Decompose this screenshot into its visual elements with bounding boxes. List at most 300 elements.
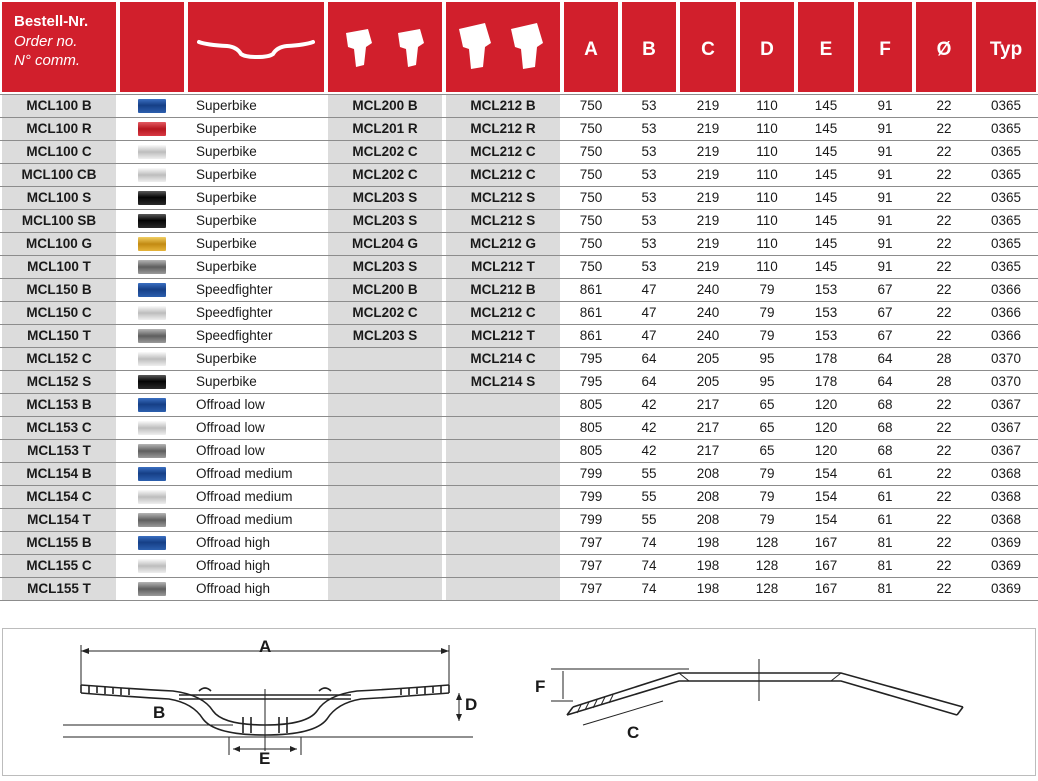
value-b: 74 [641, 535, 657, 550]
value-type: 0368 [990, 512, 1022, 527]
col-type-header: Typ [976, 2, 1036, 92]
value-e: 145 [814, 144, 838, 159]
value-a: 861 [579, 282, 603, 297]
bar-type: Superbike [196, 236, 257, 251]
clamp-large-code: MCL212 G [446, 233, 560, 255]
value-diameter: 22 [936, 535, 952, 550]
value-d: 65 [759, 420, 775, 435]
dim-label-e: E [259, 749, 271, 768]
color-swatch [138, 352, 166, 366]
table-row [0, 463, 1038, 485]
value-e: 145 [814, 121, 838, 136]
dim-label-f: F [535, 677, 546, 696]
value-diameter: 22 [936, 443, 952, 458]
value-b: 53 [641, 259, 657, 274]
value-e: 120 [814, 397, 838, 412]
bar-type: Offroad high [196, 581, 271, 596]
value-type: 0370 [990, 351, 1022, 366]
clamp-large-code: MCL212 S [446, 210, 560, 232]
value-a: 750 [579, 236, 603, 251]
col-c-header: C [680, 2, 736, 92]
dim-label-d: D [465, 695, 478, 714]
value-a: 795 [579, 374, 603, 389]
value-e: 154 [814, 512, 838, 527]
value-e: 120 [814, 420, 838, 435]
color-swatch-cell [120, 187, 184, 209]
value-e: 154 [814, 466, 838, 481]
order-code: MCL154 T [2, 509, 116, 531]
value-f: 81 [877, 535, 893, 550]
value-type: 0367 [990, 443, 1022, 458]
dimension-diagram [2, 628, 1036, 776]
value-b: 53 [641, 144, 657, 159]
order-code: MCL150 C [2, 302, 116, 324]
value-c: 240 [696, 328, 720, 343]
value-e: 145 [814, 259, 838, 274]
clamp-small-code [328, 555, 442, 577]
color-swatch-cell [120, 532, 184, 554]
order-code: MCL155 B [2, 532, 116, 554]
color-swatch-cell [120, 578, 184, 600]
value-c: 219 [696, 144, 720, 159]
value-c: 198 [696, 581, 720, 596]
row-divider [0, 94, 1038, 95]
value-d: 110 [756, 98, 778, 113]
color-swatch-cell [120, 394, 184, 416]
value-d: 110 [756, 259, 778, 274]
clamp-large-code [446, 578, 560, 600]
color-swatch-cell [120, 486, 184, 508]
order-code: MCL100 T [2, 256, 116, 278]
value-d: 79 [759, 512, 775, 527]
value-b: 74 [641, 581, 657, 596]
value-d: 110 [756, 121, 778, 136]
bar-type: Offroad high [196, 558, 271, 573]
color-swatch-cell [120, 463, 184, 485]
value-type: 0365 [990, 121, 1022, 136]
value-a: 750 [579, 213, 603, 228]
clamp-large-code: MCL212 R [446, 118, 560, 140]
table-row [0, 118, 1038, 140]
value-a: 797 [579, 581, 603, 596]
value-d: 95 [759, 351, 775, 366]
table-row [0, 417, 1038, 439]
clamp-small-code: MCL202 C [328, 302, 442, 324]
table-row [0, 256, 1038, 278]
order-code: MCL100 B [2, 95, 116, 117]
clamp-small-code [328, 371, 442, 393]
table-row [0, 440, 1038, 462]
value-d: 128 [755, 581, 779, 596]
value-c: 198 [696, 558, 720, 573]
value-e: 153 [814, 328, 838, 343]
table-row [0, 95, 1038, 117]
bar-type: Offroad high [196, 535, 271, 550]
table-row [0, 486, 1038, 508]
table-row [0, 302, 1038, 324]
clamp-large-code: MCL212 C [446, 164, 560, 186]
value-type: 0365 [990, 190, 1022, 205]
color-swatch [138, 260, 166, 274]
table-row [0, 325, 1038, 347]
bar-type: Offroad low [196, 397, 265, 412]
clamp-small-code: MCL200 B [328, 279, 442, 301]
value-a: 750 [579, 98, 603, 113]
color-swatch [138, 122, 166, 136]
order-code: MCL153 B [2, 394, 116, 416]
clamp-small-code: MCL203 S [328, 256, 442, 278]
clamp-small-code [328, 440, 442, 462]
value-f: 68 [877, 420, 893, 435]
table-row [0, 279, 1038, 301]
order-fr: N° comm. [14, 52, 80, 69]
color-swatch [138, 99, 166, 113]
table-row [0, 141, 1038, 163]
value-e: 178 [814, 374, 838, 389]
order-de: Bestell-Nr. [14, 13, 89, 30]
value-diameter: 22 [936, 213, 952, 228]
value-b: 47 [641, 305, 657, 320]
color-swatch-cell [120, 141, 184, 163]
bar-type: Offroad medium [196, 512, 293, 527]
value-c: 208 [696, 489, 720, 504]
color-swatch [138, 398, 166, 412]
value-diameter: 22 [936, 581, 952, 596]
clamp-large-icon [455, 17, 551, 77]
dim-label-a: A [259, 637, 272, 656]
value-diameter: 28 [936, 351, 952, 366]
value-c: 219 [696, 259, 720, 274]
col-e-header: E [798, 2, 854, 92]
value-a: 861 [579, 305, 603, 320]
clamp-large-code [446, 509, 560, 531]
bar-type: Superbike [196, 121, 257, 136]
order-en: Order no. [14, 33, 78, 50]
clamp-large-code: MCL212 B [446, 279, 560, 301]
value-a: 750 [579, 167, 603, 182]
order-code: MCL150 B [2, 279, 116, 301]
value-b: 55 [641, 489, 657, 504]
clamp-small-code: MCL201 R [328, 118, 442, 140]
color-swatch [138, 582, 166, 596]
value-d: 95 [759, 374, 775, 389]
value-f: 68 [877, 397, 893, 412]
value-e: 120 [814, 443, 838, 458]
value-type: 0368 [990, 466, 1022, 481]
value-type: 0365 [990, 213, 1022, 228]
value-c: 205 [696, 351, 720, 366]
color-swatch-cell [120, 371, 184, 393]
table-row [0, 233, 1038, 255]
value-e: 167 [814, 558, 838, 573]
value-c: 205 [696, 374, 720, 389]
dim-label-b: B [153, 703, 166, 722]
table-row [0, 371, 1038, 393]
order-code: MCL153 T [2, 440, 116, 462]
value-b: 42 [641, 397, 657, 412]
value-a: 799 [579, 466, 603, 481]
value-type: 0368 [990, 489, 1022, 504]
value-d: 128 [755, 558, 779, 573]
value-e: 167 [814, 581, 838, 596]
value-diameter: 22 [936, 466, 952, 481]
value-c: 219 [696, 236, 720, 251]
clamp-small-code [328, 509, 442, 531]
bar-type: Offroad low [196, 420, 265, 435]
clamp-large-code: MCL214 S [446, 371, 560, 393]
value-e: 154 [814, 489, 838, 504]
value-b: 42 [641, 443, 657, 458]
value-f: 67 [877, 282, 893, 297]
value-b: 64 [641, 374, 657, 389]
value-b: 64 [641, 351, 657, 366]
value-f: 64 [877, 351, 893, 366]
value-c: 208 [696, 466, 720, 481]
value-diameter: 22 [936, 282, 952, 297]
table-row [0, 555, 1038, 577]
value-diameter: 22 [936, 236, 952, 251]
value-a: 750 [579, 121, 603, 136]
value-diameter: 22 [936, 328, 952, 343]
value-a: 799 [579, 489, 603, 504]
clamp-small-code: MCL202 C [328, 164, 442, 186]
clamp-small-code: MCL203 S [328, 325, 442, 347]
value-a: 805 [579, 443, 603, 458]
value-c: 219 [696, 121, 720, 136]
value-c: 219 [696, 213, 720, 228]
bar-type: Superbike [196, 144, 257, 159]
value-d: 79 [759, 328, 775, 343]
value-type: 0369 [990, 558, 1022, 573]
order-code: MCL154 C [2, 486, 116, 508]
order-code: MCL152 C [2, 348, 116, 370]
clamp-small-code: MCL204 G [328, 233, 442, 255]
color-swatch-cell [120, 164, 184, 186]
value-type: 0366 [990, 328, 1022, 343]
value-d: 128 [755, 535, 779, 550]
color-swatch-cell [120, 256, 184, 278]
clamp-large-code [446, 555, 560, 577]
value-a: 795 [579, 351, 603, 366]
value-f: 91 [877, 190, 893, 205]
order-code: MCL152 S [2, 371, 116, 393]
value-type: 0366 [990, 282, 1022, 297]
value-e: 145 [814, 167, 838, 182]
color-swatch-cell [120, 302, 184, 324]
color-swatch [138, 421, 166, 435]
handlebar-header [188, 2, 324, 92]
value-b: 53 [641, 213, 657, 228]
color-swatch-cell [120, 233, 184, 255]
order-code: MCL100 S [2, 187, 116, 209]
order-code: MCL100 SB [2, 210, 116, 232]
clamp-large-code: MCL212 T [446, 256, 560, 278]
clamp-small-code [328, 394, 442, 416]
bar-type: Speedfighter [196, 328, 273, 343]
value-c: 208 [696, 512, 720, 527]
value-f: 91 [877, 213, 893, 228]
clamp-large-code: MCL212 T [446, 325, 560, 347]
value-diameter: 22 [936, 420, 952, 435]
bar-type: Superbike [196, 98, 257, 113]
value-f: 91 [877, 167, 893, 182]
order-code: MCL100 G [2, 233, 116, 255]
bar-type: Superbike [196, 167, 257, 182]
color-swatch [138, 214, 166, 228]
value-diameter: 22 [936, 489, 952, 504]
clamp-small-code: MCL202 C [328, 141, 442, 163]
color-swatch [138, 375, 166, 389]
bar-type: Superbike [196, 259, 257, 274]
value-diameter: 22 [936, 305, 952, 320]
table-row [0, 210, 1038, 232]
value-type: 0367 [990, 420, 1022, 435]
value-b: 47 [641, 282, 657, 297]
value-c: 219 [696, 167, 720, 182]
value-a: 861 [579, 328, 603, 343]
order-code: MCL100 R [2, 118, 116, 140]
value-b: 42 [641, 420, 657, 435]
color-swatch-cell [120, 325, 184, 347]
clamp-large-header [446, 2, 560, 92]
clamp-large-code [446, 440, 560, 462]
order-code: MCL150 T [2, 325, 116, 347]
value-e: 153 [814, 282, 838, 297]
clamp-small-header [328, 2, 442, 92]
value-d: 110 [756, 167, 778, 182]
value-a: 750 [579, 259, 603, 274]
value-d: 79 [759, 489, 775, 504]
value-diameter: 22 [936, 98, 952, 113]
value-diameter: 22 [936, 397, 952, 412]
clamp-large-code [446, 486, 560, 508]
bar-type: Offroad medium [196, 466, 293, 481]
value-b: 55 [641, 512, 657, 527]
clamp-small-code: MCL203 S [328, 187, 442, 209]
value-c: 217 [696, 397, 720, 412]
table-row [0, 164, 1038, 186]
value-d: 110 [756, 144, 778, 159]
clamp-large-code [446, 532, 560, 554]
clamp-small-icon [340, 19, 430, 75]
bar-type: Offroad low [196, 443, 265, 458]
clamp-small-code [328, 532, 442, 554]
clamp-large-code [446, 417, 560, 439]
value-d: 79 [759, 466, 775, 481]
color-swatch [138, 306, 166, 320]
order-code: MCL100 C [2, 141, 116, 163]
color-swatch [138, 467, 166, 481]
value-type: 0370 [990, 374, 1022, 389]
table-row [0, 394, 1038, 416]
value-e: 145 [814, 236, 838, 251]
value-b: 53 [641, 121, 657, 136]
value-d: 65 [759, 397, 775, 412]
color-swatch [138, 191, 166, 205]
value-f: 64 [877, 374, 893, 389]
value-f: 61 [877, 512, 893, 527]
clamp-small-code [328, 463, 442, 485]
color-swatch [138, 145, 166, 159]
color-swatch [138, 283, 166, 297]
handlebar-icon [197, 32, 315, 62]
clamp-large-code: MCL212 B [446, 95, 560, 117]
col-b-header: B [622, 2, 676, 92]
clamp-large-code: MCL214 C [446, 348, 560, 370]
table-row [0, 578, 1038, 600]
value-b: 47 [641, 328, 657, 343]
color-swatch-cell [120, 210, 184, 232]
value-e: 153 [814, 305, 838, 320]
bar-type: Speedfighter [196, 305, 273, 320]
color-swatch-cell [120, 95, 184, 117]
value-f: 67 [877, 305, 893, 320]
clamp-small-code [328, 486, 442, 508]
color-swatch [138, 329, 166, 343]
clamp-large-code: MCL212 C [446, 302, 560, 324]
table-row [0, 187, 1038, 209]
value-type: 0369 [990, 581, 1022, 596]
value-d: 79 [759, 282, 775, 297]
value-b: 53 [641, 190, 657, 205]
value-a: 750 [579, 144, 603, 159]
value-f: 67 [877, 328, 893, 343]
value-diameter: 28 [936, 374, 952, 389]
value-type: 0365 [990, 236, 1022, 251]
clamp-small-code [328, 417, 442, 439]
color-swatch-cell [120, 509, 184, 531]
value-c: 217 [696, 420, 720, 435]
clamp-large-code [446, 394, 560, 416]
value-f: 91 [877, 98, 893, 113]
value-b: 53 [641, 236, 657, 251]
value-b: 53 [641, 167, 657, 182]
value-diameter: 22 [936, 190, 952, 205]
order-code: MCL155 C [2, 555, 116, 577]
value-diameter: 22 [936, 259, 952, 274]
table-row [0, 532, 1038, 554]
order-code: MCL153 C [2, 417, 116, 439]
color-swatch-cell [120, 555, 184, 577]
value-c: 240 [696, 305, 720, 320]
value-f: 91 [877, 144, 893, 159]
value-type: 0369 [990, 535, 1022, 550]
col-diameter-header: Ø [916, 2, 972, 92]
clamp-large-code: MCL212 C [446, 141, 560, 163]
value-type: 0365 [990, 98, 1022, 113]
value-type: 0366 [990, 305, 1022, 320]
value-f: 61 [877, 489, 893, 504]
bar-type: Superbike [196, 374, 257, 389]
color-swatch-cell [120, 348, 184, 370]
value-d: 79 [759, 305, 775, 320]
value-c: 240 [696, 282, 720, 297]
color-swatch [138, 168, 166, 182]
value-f: 91 [877, 236, 893, 251]
value-f: 81 [877, 581, 893, 596]
value-c: 219 [696, 98, 720, 113]
value-c: 219 [696, 190, 720, 205]
value-diameter: 22 [936, 121, 952, 136]
clamp-large-code: MCL212 S [446, 187, 560, 209]
color-swatch-cell [120, 417, 184, 439]
clamp-small-code [328, 348, 442, 370]
value-type: 0365 [990, 259, 1022, 274]
value-e: 145 [814, 190, 838, 205]
bar-type: Offroad medium [196, 489, 293, 504]
clamp-small-code: MCL203 S [328, 210, 442, 232]
value-f: 91 [877, 121, 893, 136]
